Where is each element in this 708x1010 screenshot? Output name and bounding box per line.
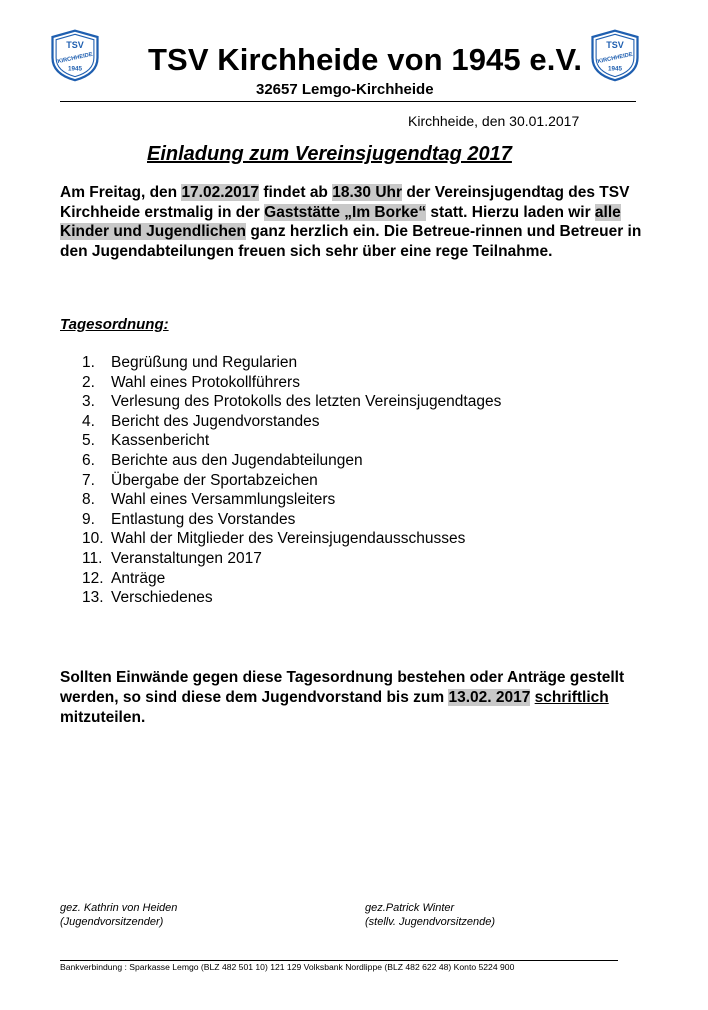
intro-text: ganz herzlich ein. Die Betreue-rinnen und Betreuer in den Jugendabteilungen freuen sich sehr über eine rege Teilnahme. bbox=[60, 223, 642, 261]
agenda-item-number: 6. bbox=[82, 451, 95, 469]
agenda-item-text: Veranstaltungen 2017 bbox=[111, 549, 262, 567]
event-venue-highlight: Gaststätte „Im Borke“ bbox=[264, 203, 427, 221]
agenda-item bbox=[82, 353, 501, 373]
agenda-item-number: 12. bbox=[82, 569, 104, 587]
agenda-item-text: Verschiedenes bbox=[111, 589, 213, 607]
closing-text: mitzuteilen. bbox=[60, 709, 146, 726]
agenda-list bbox=[82, 353, 501, 608]
agenda-item bbox=[82, 373, 501, 393]
agenda-item-number: 2. bbox=[82, 373, 95, 391]
deadline-highlight: 13.02. 2017 bbox=[448, 689, 531, 706]
agenda-heading: Tagesordnung: bbox=[60, 316, 169, 333]
agenda-item-text: Berichte aus den Jugendabteilungen bbox=[111, 451, 363, 469]
submission-method: schriftlich bbox=[534, 689, 609, 706]
agenda-item bbox=[82, 490, 501, 510]
event-time-highlight: 18.30 Uhr bbox=[332, 184, 403, 201]
bank-details-footer: Bankverbindung : Sparkasse Lemgo (BLZ 482 501 10) 121 129 Volksbank Nordlippe (BLZ 482 622 48) Konto 5224 900 bbox=[60, 962, 515, 972]
intro-text: statt. Hierzu laden wir bbox=[426, 203, 595, 221]
agenda-item bbox=[82, 549, 501, 569]
logo-year-text: 1945 bbox=[607, 65, 623, 73]
signature-right bbox=[365, 902, 495, 929]
agenda-item-text: Bericht des Jugendvorstandes bbox=[111, 412, 320, 430]
agenda-item-number: 9. bbox=[82, 510, 95, 528]
agenda-item bbox=[82, 510, 501, 530]
signature-role: (Jugendvorsitzender) bbox=[60, 915, 164, 928]
logo-year-text: 1945 bbox=[67, 65, 83, 73]
agenda-item bbox=[82, 471, 501, 491]
agenda-item-number: 10. bbox=[82, 530, 104, 548]
logo-top-text: TSV bbox=[66, 39, 84, 50]
agenda-item-text: Begrüßung und Regularien bbox=[111, 354, 298, 371]
header-divider bbox=[60, 101, 636, 102]
logo-middle-text: KIRCHHEIDE bbox=[597, 51, 634, 66]
agenda-item-text: Anträge bbox=[111, 569, 166, 587]
agenda-item bbox=[82, 529, 501, 549]
signature-name: gez. Kathrin von Heiden bbox=[60, 902, 178, 914]
logo-top-text: TSV bbox=[606, 39, 624, 50]
agenda-item-number: 8. bbox=[82, 491, 95, 509]
agenda-item-text: Kassenbericht bbox=[111, 432, 210, 450]
club-logo-left-icon bbox=[48, 28, 102, 82]
intro-paragraph bbox=[60, 183, 650, 262]
agenda-item-text: Wahl eines Versammlungsleiters bbox=[111, 491, 336, 509]
agenda-item bbox=[82, 451, 501, 471]
agenda-item bbox=[82, 392, 501, 412]
closing-text: Sollten Einwände gegen diese Tagesordnung bestehen oder Anträge gestellt werden, so sind diese dem Jugendvorstand bis zum bbox=[60, 669, 625, 706]
footer-divider bbox=[60, 960, 618, 961]
letterhead-title: TSV Kirchheide von 1945 e.V. bbox=[148, 42, 583, 77]
agenda-item-text: Wahl eines Protokollführers bbox=[111, 373, 300, 391]
agenda-item-number: 4. bbox=[82, 412, 95, 430]
intro-text: der Vereinsjugendtag des TSV Kirchheide erstmalig in der bbox=[60, 184, 630, 221]
agenda-item-number: 13. bbox=[82, 589, 104, 607]
agenda-item bbox=[82, 588, 501, 608]
document-heading: Einladung zum Vereinsjugendtag 2017 bbox=[147, 143, 512, 165]
signature-left bbox=[60, 902, 177, 929]
letter-date: Kirchheide, den 30.01.2017 bbox=[408, 113, 580, 129]
signature-role: (stellv. Jugendvorsitzende) bbox=[365, 915, 496, 928]
agenda-item-number: 1. bbox=[82, 354, 95, 371]
intro-text: findet ab bbox=[259, 184, 333, 201]
signature-name: gez.Patrick Winter bbox=[365, 902, 455, 914]
closing-paragraph bbox=[60, 668, 650, 728]
agenda-item bbox=[82, 431, 501, 451]
logo-middle-text: KIRCHHEIDE bbox=[57, 51, 94, 66]
agenda-item bbox=[82, 569, 501, 589]
event-date-highlight: 17.02.2017 bbox=[181, 184, 260, 201]
agenda-item-text: Verlesung des Protokolls des letzten Vereinsjugendtages bbox=[111, 393, 502, 411]
letterhead-address: 32657 Lemgo-Kirchheide bbox=[256, 81, 434, 98]
agenda-item bbox=[82, 412, 501, 432]
agenda-item-number: 11. bbox=[82, 549, 103, 567]
agenda-item-number: 7. bbox=[82, 471, 95, 489]
event-audience-highlight: alle Kinder und Jugendlichen bbox=[60, 203, 621, 241]
agenda-item-text: Entlastung des Vorstandes bbox=[111, 510, 296, 528]
agenda-item-number: 3. bbox=[82, 393, 95, 411]
agenda-item-text: Wahl der Mitglieder des Vereinsjugendausschusses bbox=[111, 530, 466, 548]
agenda-item-number: 5. bbox=[82, 432, 95, 450]
club-logo-right-icon bbox=[588, 28, 642, 82]
intro-text: Am Freitag, den bbox=[60, 184, 182, 201]
agenda-item-text: Übergabe der Sportabzeichen bbox=[111, 471, 318, 489]
